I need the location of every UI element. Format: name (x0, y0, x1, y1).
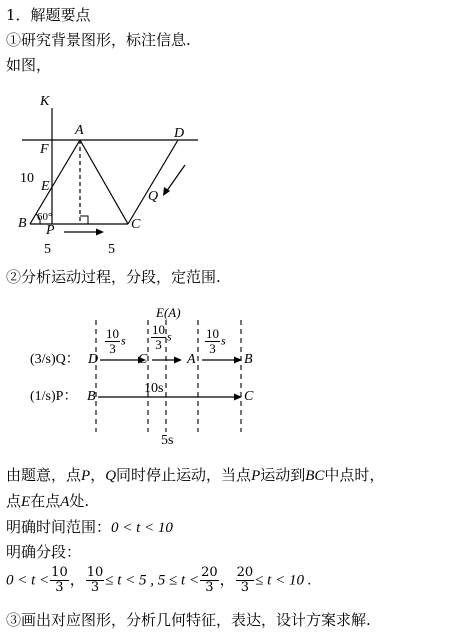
frac-q1-den: 3 (109, 341, 116, 356)
para-2 (6, 492, 89, 511)
q-A: A (187, 352, 196, 367)
para2-a: 点 (6, 492, 22, 510)
label-5a: 5 (44, 242, 51, 257)
seg-frac3-num: 20 (201, 565, 218, 580)
p-B: B (87, 389, 96, 404)
label-B: B (18, 216, 27, 231)
label-10: 10 (20, 171, 34, 186)
label-K: K (40, 94, 50, 109)
q-B: B (244, 352, 253, 367)
label-C: C (131, 217, 141, 232)
frac-q3-den: 3 (209, 341, 216, 356)
label-60: 60° (37, 211, 53, 223)
seg-s3c: ≤ t < 10 . (255, 572, 312, 589)
label-Q: Q (148, 189, 159, 204)
seg-s3b: ， (219, 570, 235, 589)
seg-frac2-den: 3 (90, 580, 100, 595)
frac-q2-unit: s (167, 329, 172, 344)
label-E: E (41, 179, 50, 194)
para1-a: 由题意，点 (6, 466, 82, 484)
q-D: D (88, 352, 99, 367)
label-A: A (75, 123, 84, 138)
frac-q1-unit: s (121, 333, 126, 348)
para2-c: 处. (69, 492, 90, 510)
para-1 (6, 466, 384, 485)
seg-frac3-den: 3 (205, 580, 214, 595)
frac-q3 (204, 327, 226, 356)
para1-d: 运动到 (260, 466, 306, 484)
para1-P: P (81, 468, 91, 484)
total-10s: 10s (144, 381, 164, 396)
para2-A: A (60, 494, 70, 510)
step3-text: ③画出对应图形，分析几何特征，表达，设计方案求解. (6, 611, 371, 629)
frac-q2-den: 3 (155, 337, 162, 352)
as-shown-text: 如图， (6, 56, 52, 74)
seg-frac1-den: 3 (55, 580, 64, 595)
seg-frac1-num: 10 (51, 565, 68, 580)
time-range-line (6, 518, 173, 537)
segments-line (6, 566, 311, 595)
para2-b: 在点 (30, 492, 61, 510)
para1-BC: BC (305, 468, 325, 484)
seg-s2b: ≤ t < 5 , 5 ≤ t < (105, 572, 200, 589)
mid-5s: 5s (161, 433, 174, 448)
p-row-label: (1/s)P： (30, 389, 78, 404)
frac-q2-num: 10 (152, 322, 165, 337)
frac-q2 (150, 323, 172, 352)
q-C: C (138, 352, 148, 367)
label-EA: E(A) (156, 305, 181, 320)
para1-e: 中点时， (324, 466, 385, 484)
seg-frac2-num: 10 (86, 565, 104, 580)
frac-q1 (104, 327, 126, 356)
frac-q3-num: 10 (206, 326, 219, 341)
step2-text: ②分析运动过程，分段，定范围. (6, 268, 221, 286)
heading: 1．解题要点 (6, 6, 91, 24)
para1-P2: P (251, 468, 261, 484)
para1-Q: Q (105, 468, 117, 484)
label-5b: 5 (108, 242, 115, 257)
seg-s1a: 0 < t < (6, 572, 50, 589)
label-F: F (40, 142, 49, 157)
p-C: C (244, 389, 254, 404)
frac-q1-num: 10 (106, 326, 119, 341)
label-D: D (174, 126, 185, 141)
time-range-value: 0 < t < 10 (111, 520, 173, 536)
time-range-label: 明确时间范围： (6, 518, 112, 536)
para1-c: 同时停止运动，当点 (116, 466, 252, 484)
seg-frac4-num: 20 (236, 565, 254, 580)
q-row-label: (3/s)Q： (30, 352, 80, 367)
para2-E: E (21, 494, 31, 510)
seg-label: 明确分段： (6, 543, 82, 561)
frac-q3-unit: s (221, 333, 226, 348)
para1-b: ， (90, 466, 106, 484)
label-P: P (46, 223, 55, 238)
step1-text: ①研究背景图形，标注信息. (6, 31, 191, 49)
q-seg-2-head (174, 357, 182, 364)
seg-s2a: ， (69, 570, 85, 589)
seg-frac4-den: 3 (240, 580, 250, 595)
